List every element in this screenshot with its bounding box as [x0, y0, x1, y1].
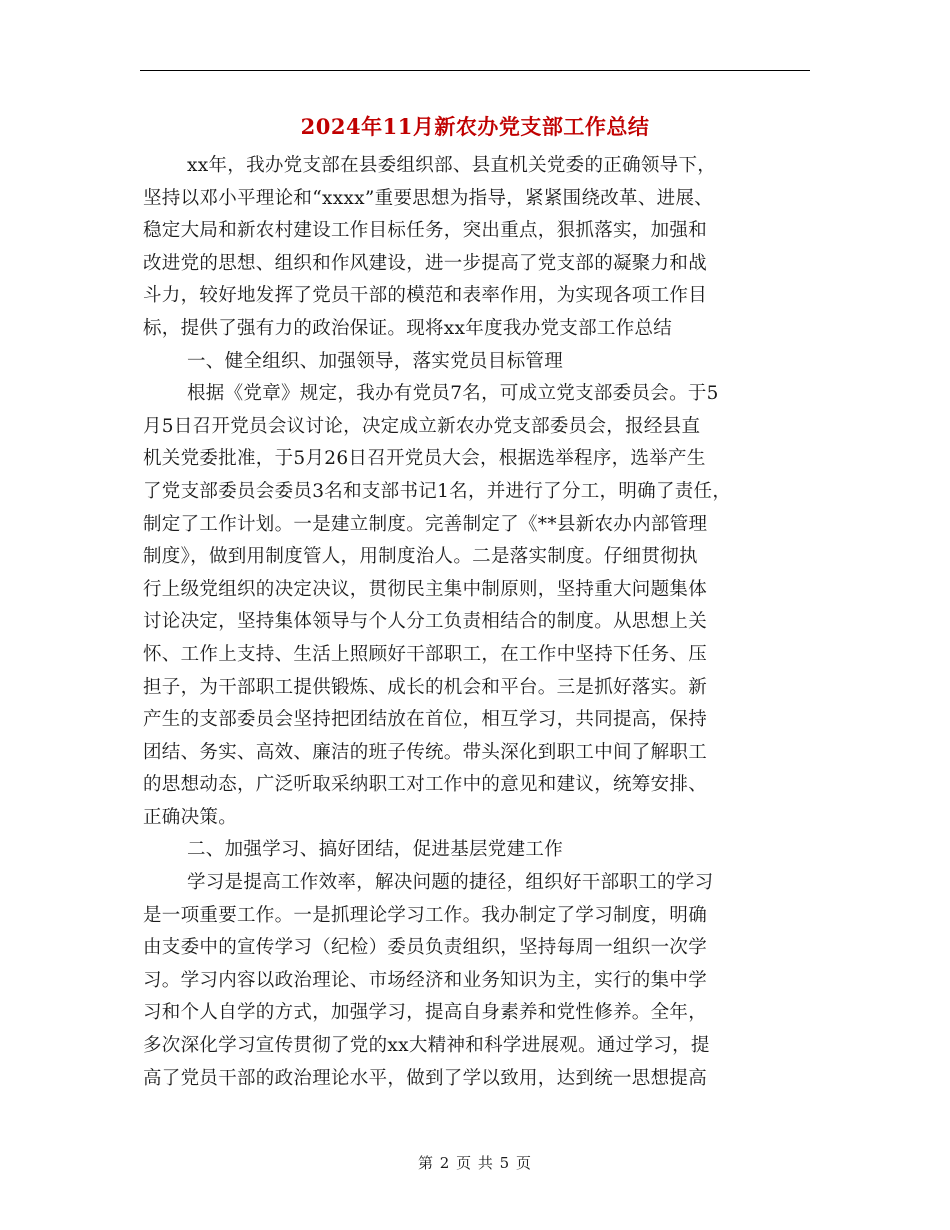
paragraph-line: 学习是提高工作效率，解决问题的捷径，组织好干部职工的学习	[187, 872, 714, 894]
paragraph-line: 团结、务实、高效、廉洁的班子传统。带头深化到职工中间了解职工	[143, 741, 708, 763]
paragraph-line: 的思想动态，广泛听取采纳职工对工作中的意见和建议，统筹安排、	[143, 774, 708, 796]
paragraph-line: 坚持以邓小平理论和“xxxx”重要思想为指导，紧紧围绕改革、进展、	[143, 187, 714, 209]
paragraph-line: 斗力，较好地发挥了党员干部的模范和表率作用，为实现各项工作目	[143, 285, 708, 307]
header-rule	[140, 70, 810, 71]
paragraph-line: 稳定大局和新农村建设工作目标任务，突出重点，狠抓落实，加强和	[143, 220, 708, 242]
paragraph-line: 根据《党章》规定，我办有党员7名，可成立党支部委员会。于5	[187, 383, 719, 405]
paragraph-line: 怀、工作上支持、生活上照顾好干部职工，在工作中坚持下任务、压	[143, 643, 708, 665]
paragraph-line: 制度》，做到用制度管人，用制度治人。二是落实制度。仔细贯彻执	[143, 546, 698, 568]
paragraph-line: 多次深化学习宣传贯彻了党的xx大精神和科学进展观。通过学习，提	[143, 1035, 710, 1057]
paragraph-line: 习和个人自学的方式，加强学习，提高自身素养和党性修养。全年，	[143, 1002, 708, 1024]
paragraph-line: 了党支部委员会委员3名和支部书记1名，并进行了分工，明确了责任，	[143, 480, 732, 502]
paragraph-line: 正确决策。	[143, 806, 238, 828]
paragraph-line: 是一项重要工作。一是抓理论学习工作。我办制定了学习制度，明确	[143, 904, 708, 926]
section-heading-2: 二、加强学习、搞好团结，促进基层党建工作	[187, 839, 564, 861]
paragraph-line: 行上级党组织的决定决议，贯彻民主集中制原则，坚持重大问题集体	[143, 578, 708, 600]
paragraph-line: 标，提供了强有力的政治保证。现将xx年度我办党支部工作总结	[143, 317, 673, 339]
document-title: 2024年11月新农办党支部工作总结	[300, 114, 650, 139]
page-number: 第 2 页 共 5 页	[418, 1154, 532, 1172]
paragraph-line: 担子，为干部职工提供锻炼、成长的机会和平台。三是抓好落实。新	[143, 676, 708, 698]
paragraph-line: 机关党委批准，于5月26日召开党员大会，根据选举程序，选举产生	[143, 448, 706, 470]
paragraph-line: 高了党员干部的政治理论水平，做到了学以致用，达到统一思想提高	[143, 1067, 708, 1089]
paragraph-line: 改进党的思想、组织和作风建设，进一步提高了党支部的凝聚力和战	[143, 252, 708, 274]
section-heading-1: 一、健全组织、加强领导，落实党员目标管理	[187, 350, 564, 372]
paragraph-line: 习。学习内容以政治理论、市场经济和业务知识为主，实行的集中学	[143, 969, 708, 991]
paragraph-line: xx年，我办党支部在县委组织部、县直机关党委的正确领导下，	[187, 155, 717, 176]
paragraph-line: 讨论决定，坚持集体领导与个人分工负责相结合的制度。从思想上关	[143, 611, 708, 633]
paragraph-line: 产生的支部委员会坚持把团结放在首位，相互学习，共同提高，保持	[143, 709, 708, 731]
paragraph-line: 由支委中的宣传学习（纪检）委员负责组织，坚持每周一组织一次学	[143, 937, 708, 959]
document-body	[143, 150, 833, 1095]
paragraph-line: 月5日召开党员会议讨论，决定成立新农办党支部委员会，报经县直	[143, 415, 701, 437]
paragraph-line: 制定了工作计划。一是建立制度。完善制定了《**县新农办内部管理	[143, 513, 708, 535]
